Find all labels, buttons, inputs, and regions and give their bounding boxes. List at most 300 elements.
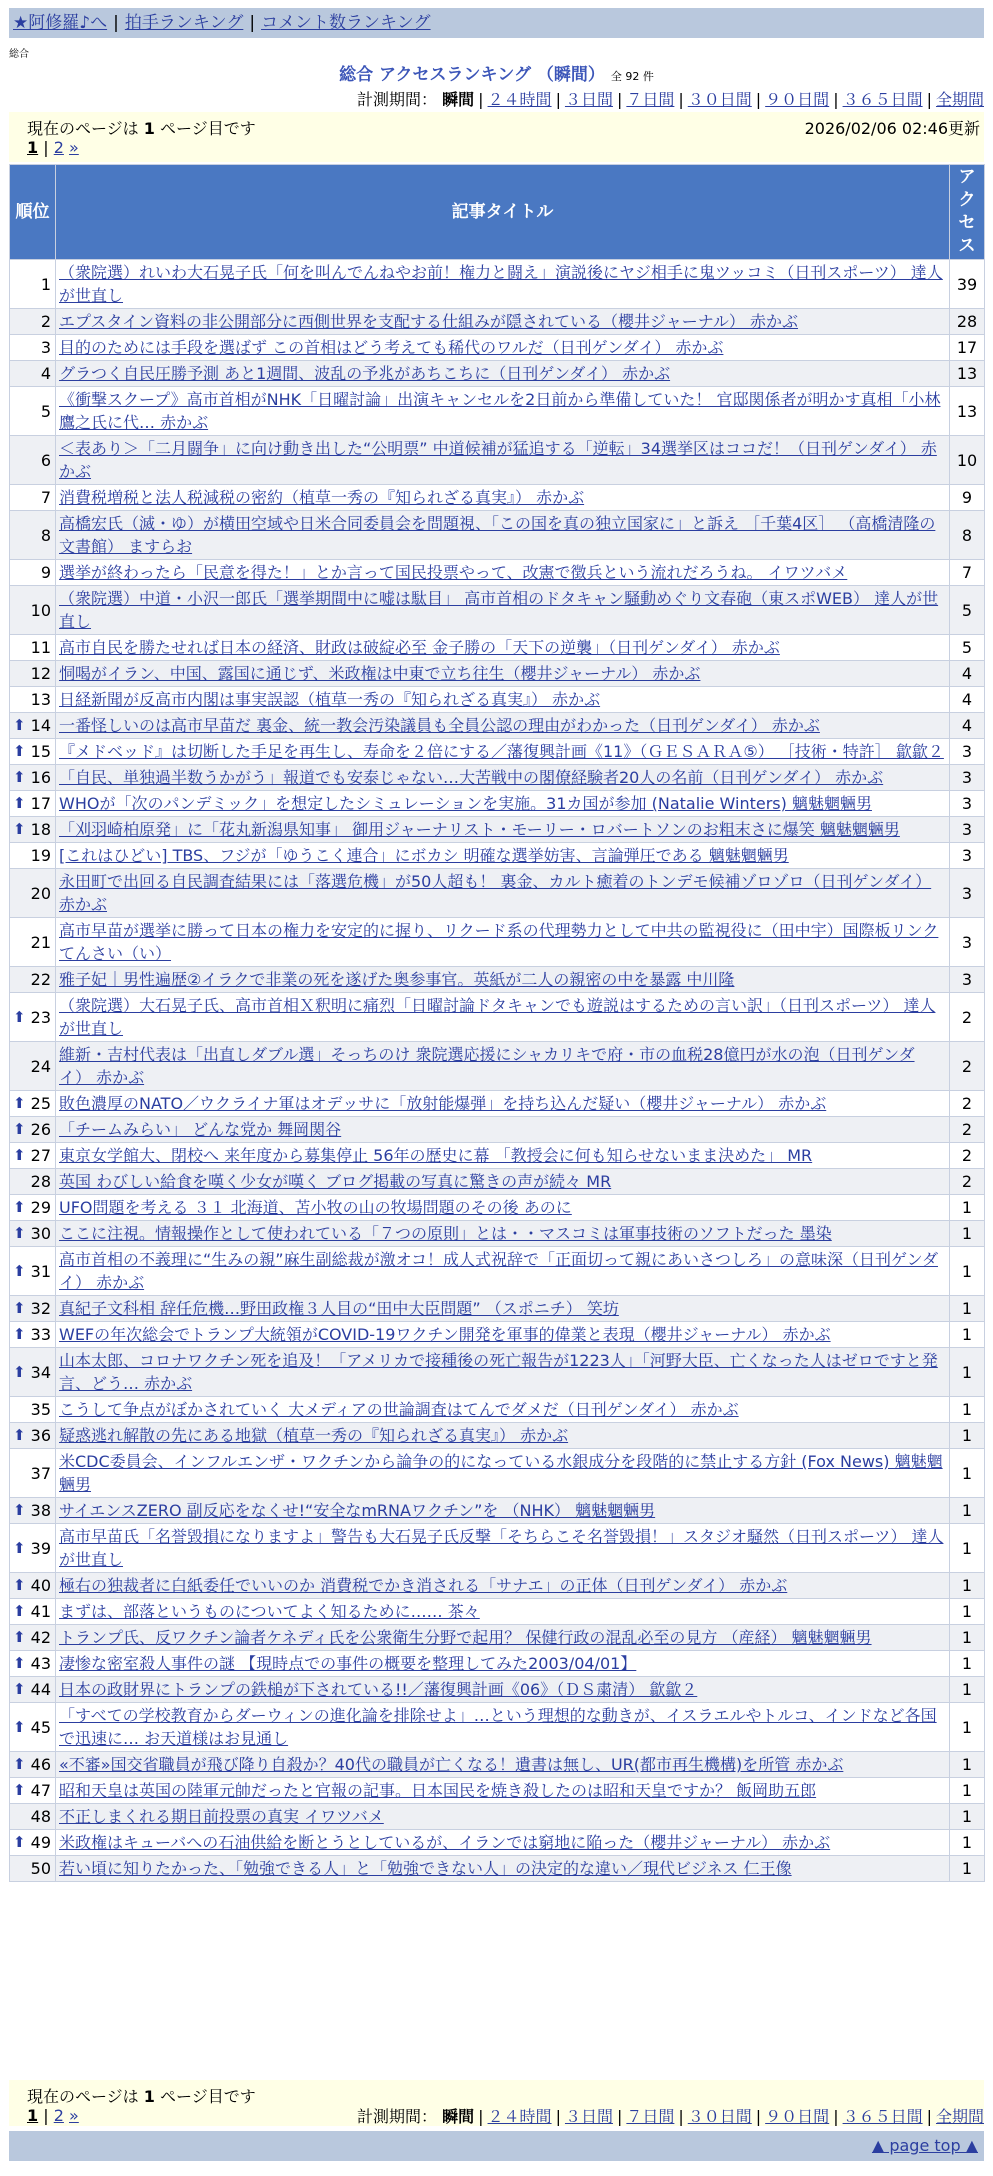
article-link[interactable]: 「自民、単独過半数うかがう」報道でも安泰じゃない…大苦戦中の閣僚経験者20人の名前（日刊ゲンダイ） 赤かぶ [59, 768, 884, 787]
rank-number: 16 [30, 768, 51, 787]
top-nav-bar [9, 8, 984, 38]
rank-number: 31 [30, 1261, 51, 1281]
rank-cell [10, 1856, 56, 1882]
rank-number: 20 [30, 883, 51, 903]
table-row [10, 1651, 985, 1677]
article-link[interactable]: 英国 わびしい給食を嘆く少女が嘆く ブログ掲載の写真に驚きの声が続々 MR [59, 1172, 612, 1191]
current-page-text-bottom: 現在のページは 1 ページ目です [27, 2087, 256, 2106]
period-link-1[interactable]: ３日間 [564, 90, 613, 109]
access-count: 1 [950, 1677, 985, 1703]
rank-cell [10, 993, 56, 1042]
table-row [10, 993, 985, 1042]
title-cell [56, 511, 950, 560]
title-cell [56, 869, 950, 918]
article-link[interactable]: 山本太郎、コロナワクチン死を追及！「アメリカで接種後の死亡報告が1223人」「河野大臣、亡くなった人はゼロですと発言、どう… 赤かぶ [59, 1351, 938, 1393]
rank-up-arrow-icon: ⬆ [13, 1094, 26, 1112]
rank-number: 34 [30, 1362, 51, 1382]
title-cell [56, 1778, 950, 1804]
period-current: 瞬間 [442, 2107, 475, 2126]
period-separator: | [833, 2107, 839, 2126]
table-row [10, 1752, 985, 1778]
access-count: 1 [950, 1703, 985, 1752]
rank-cell [10, 1677, 56, 1703]
rank-cell [10, 1449, 56, 1498]
rank-number: 30 [30, 1224, 51, 1243]
rank-number: 15 [30, 742, 51, 761]
title-cell [56, 661, 950, 687]
access-count: 28 [950, 309, 985, 335]
rank-up-arrow-icon: ⬆ [13, 1299, 26, 1317]
title-cell [56, 1397, 950, 1423]
article-link[interactable]: 恫喝がイラン、中国、露国に通じず、米政権は中東で立ち往生（櫻井ジャーナル） 赤かぶ [59, 664, 701, 683]
table-row [10, 1221, 985, 1247]
rank-cell [10, 843, 56, 869]
rank-number: 18 [30, 820, 51, 839]
article-link[interactable]: サイエンスZERO 副反応をなくせ!“安全なmRNAワクチン”を （NHK） 魑魅魍魎男 [59, 1501, 656, 1520]
period-label: 計測期間： [357, 2107, 443, 2126]
rank-number: 10 [30, 600, 51, 620]
period-link-4[interactable]: ９０日間 [765, 90, 830, 109]
home-link[interactable]: ★阿修羅♪へ [13, 13, 108, 33]
article-link[interactable]: «不審»国交省職員が飛び降り自殺か？40代の職員が亡くなる！遺書は無し、UR(都市再生機構)を所管 赤かぶ [59, 1755, 844, 1774]
table-row [10, 1042, 985, 1091]
rank-number: 48 [30, 1807, 51, 1826]
article-link[interactable]: 米政権はキューバへの石油供給を断とうとしているが、イランでは窮地に陥った（櫻井ジャーナル） 赤かぶ [59, 1833, 831, 1852]
article-link[interactable]: （衆院選）大石晃子氏、高市首相Ｘ釈明に痛烈「日曜討論ドタキャンでも遊説はするための言い訳」（日刊スポーツ） 達人が世直し [59, 996, 936, 1038]
title-cell [56, 1322, 950, 1348]
access-count: 8 [950, 511, 985, 560]
period-separator: | [616, 2107, 623, 2126]
article-link[interactable]: 一番怪しいのは高市早苗だ 裏金、統一教会汚染議員も全員公認の理由がわかった（日刊ゲンダイ） 赤かぶ [59, 716, 820, 735]
article-link[interactable]: グラつく自民圧勝予測 あと1週間、波乱の予兆があちこちに（日刊ゲンダイ） 赤かぶ [59, 364, 671, 383]
rank-number: 14 [30, 716, 51, 735]
access-count: 1 [950, 1778, 985, 1804]
rank-number: 12 [30, 664, 51, 683]
article-link[interactable]: 維新・吉村代表は「出直しダブル選」そっちのけ 衆院選応援にシャカリキで府・市の血税28億円が水の泡（日刊ゲンダイ） 赤かぶ [59, 1045, 915, 1087]
page-1-current: 1 [27, 138, 39, 157]
rank-number: 13 [30, 690, 51, 709]
rank-number: 32 [30, 1299, 51, 1318]
rank-up-arrow-icon: ⬆ [13, 1261, 26, 1280]
rank-number: 49 [30, 1833, 51, 1852]
rank-cell [10, 1322, 56, 1348]
col-rank-header: 順位 [10, 165, 56, 260]
rank-number: 2 [40, 312, 51, 331]
title-cell [56, 791, 950, 817]
article-link[interactable]: 「刈羽崎柏原発」に「花丸新潟県知事」 御用ジャーナリスト・モーリー・ロバートソンのお粗末さに爆笑 魑魅魍魎男 [59, 820, 900, 839]
access-count: 1 [950, 1397, 985, 1423]
rank-number: 37 [30, 1463, 51, 1483]
article-link[interactable]: 選挙が終わったら「民意を得た！」とか言って国民投票やって、改憲で徴兵という流れだろうね。 イワツバメ [59, 563, 848, 582]
table-row [10, 560, 985, 586]
article-link[interactable]: 雅子妃｜男性遍歴②イラクで非業の死を遂げた奥参事官。英紙が二人の親密の中を暴露 中川隆 [59, 970, 735, 989]
rank-up-arrow-icon: ⬆ [13, 794, 26, 812]
article-link[interactable]: 「チームみらい」 どんな党か 舞岡関谷 [59, 1120, 342, 1139]
rank-cell [10, 586, 56, 635]
rank-cell [10, 485, 56, 511]
article-link[interactable]: まずは、部落というものについてよく知るために…… 茶々 [59, 1602, 480, 1621]
rank-cell [10, 1830, 56, 1856]
rank-cell [10, 1599, 56, 1625]
article-link[interactable]: WEFの年次総会でトランプ大統領がCOVID-19ワクチン開発を軍事的偉業と表現（櫻井ジャーナル） 赤かぶ [59, 1325, 831, 1344]
rank-up-arrow-icon: ⬆ [13, 1576, 26, 1594]
title-cell [56, 1498, 950, 1524]
table-row [10, 1625, 985, 1651]
rank-up-arrow-icon: ⬆ [13, 1781, 26, 1799]
rank-up-arrow-icon: ⬆ [13, 1654, 26, 1672]
title-cell [56, 1804, 950, 1830]
article-link[interactable]: トランプ氏、反ワクチン論者ケネディ氏を公衆衛生分野で起用？ 保健行政の混乱必至の見方 （産経） 魑魅魍魎男 [59, 1628, 872, 1647]
rank-up-arrow-icon: ⬆ [13, 1007, 26, 1026]
access-count: 4 [950, 713, 985, 739]
period-link-4[interactable]: ９０日間 [765, 2107, 830, 2126]
rank-cell [10, 387, 56, 436]
table-row [10, 1143, 985, 1169]
period-separator: | [755, 90, 762, 109]
access-count: 10 [950, 436, 985, 485]
rank-up-arrow-icon: ⬆ [13, 1146, 26, 1164]
title-cell [56, 1423, 950, 1449]
rank-cell [10, 361, 56, 387]
rank-number: 17 [30, 794, 51, 813]
period-separator: | [755, 2107, 762, 2126]
rank-cell [10, 635, 56, 661]
title-cell [56, 387, 950, 436]
table-row [10, 1091, 985, 1117]
article-link[interactable]: ここに注視。情報操作として使われている「７つの原則」とは・・マスコミは軍事技術のソフトだった 墨染 [59, 1224, 832, 1243]
rank-number: 35 [30, 1400, 51, 1419]
title-cell [56, 309, 950, 335]
rank-number: 29 [30, 1198, 51, 1217]
article-link[interactable]: [これはひどい] TBS、フジが「ゆうこく連合」にボカシ 明確な選挙妨害、言論弾圧である 魑魅魍魎男 [59, 846, 789, 865]
title-cell [56, 1117, 950, 1143]
rank-up-arrow-icon: ⬆ [13, 716, 26, 734]
next-page-link[interactable]: » [69, 2106, 79, 2125]
table-row [10, 1423, 985, 1449]
access-count: 3 [950, 918, 985, 967]
rank-cell [10, 436, 56, 485]
title-cell [56, 1856, 950, 1882]
table-row [10, 843, 985, 869]
period-link-6[interactable]: 全期間 [935, 90, 984, 109]
article-link[interactable]: WHOが「次のパンデミック」を想定したシミュレーションを実施。31カ国が参加 (Natalie Winters) 魑魅魍魎男 [59, 794, 872, 813]
article-link[interactable]: 高橋宏氏（滅・ゆ）が横田空域や日米合同委員会を問題視、「この国を真の独立国家に」と訴え ［千葉4区］ （高橋清隆の文書館） ますらお [59, 514, 936, 556]
title-cell [56, 635, 950, 661]
article-link[interactable]: 《衝撃スクープ》高市首相がNHK「日曜討論」出演キャンセルを2日前から準備していた！ 官邸関係者が明かす真相「小林鷹之氏に代… 赤かぶ [59, 390, 941, 432]
rank-number: 5 [40, 401, 51, 421]
period-link-3[interactable]: ３０日間 [687, 2107, 752, 2126]
article-link[interactable]: 『メドベッド』は切断した手足を再生し、寿命を２倍にする／藩復興計画《11》（ＧＥＳＡＲＡ⑤） ［技術・特許］ 歙歙２ [59, 742, 944, 761]
rank-cell [10, 1397, 56, 1423]
rank-number: 4 [40, 364, 51, 383]
rank-cell [10, 511, 56, 560]
rank-number: 19 [30, 846, 51, 865]
access-count: 13 [950, 361, 985, 387]
period-selector-bottom [357, 2104, 984, 2127]
title-cell [56, 260, 950, 309]
article-link[interactable]: 疑惑逃れ解散の先にある地獄（植草一秀の『知られざる真実』） 赤かぶ [59, 1426, 569, 1445]
access-count: 3 [950, 869, 985, 918]
access-count: 1 [950, 1856, 985, 1882]
rank-up-arrow-icon: ⬆ [13, 768, 26, 786]
period-separator: | [926, 90, 932, 109]
rank-cell [10, 1498, 56, 1524]
title-cell [56, 560, 950, 586]
access-count: 1 [950, 1573, 985, 1599]
table-row [10, 361, 985, 387]
rank-cell [10, 661, 56, 687]
title-cell [56, 1348, 950, 1397]
title-cell [56, 485, 950, 511]
title-cell [56, 335, 950, 361]
table-row [10, 1498, 985, 1524]
rank-cell [10, 1573, 56, 1599]
period-selector-top [357, 87, 984, 110]
period-link-0[interactable]: ２４時間 [487, 2107, 552, 2126]
table-row [10, 713, 985, 739]
rank-cell [10, 1042, 56, 1091]
access-count: 5 [950, 635, 985, 661]
rank-number: 6 [40, 450, 51, 470]
rank-cell [10, 918, 56, 967]
rank-number: 21 [30, 932, 51, 952]
period-separator: | [678, 90, 684, 109]
rank-cell [10, 1348, 56, 1397]
rank-number: 38 [30, 1501, 51, 1520]
period-separator: | [555, 2107, 561, 2126]
access-count: 3 [950, 843, 985, 869]
rank-number: 25 [30, 1094, 51, 1113]
access-count: 3 [950, 967, 985, 993]
article-link[interactable]: 高市早苗氏「名誉毀損になりますよ」警告も大石晃子氏反撃「そちらこそ名誉毀損！」スタジオ騒然（日刊スポーツ） 達人が世直し [59, 1527, 944, 1569]
rank-up-arrow-icon: ⬆ [13, 1120, 26, 1138]
nav-separator: | [113, 13, 119, 33]
title-cell [56, 739, 950, 765]
rank-cell [10, 1804, 56, 1830]
rank-cell [10, 1524, 56, 1573]
page-2-link[interactable]: 2 [53, 2106, 64, 2125]
article-link[interactable]: 日経新聞が反高市内閣は事実誤認（植草一秀の『知られざる真実』） 赤かぶ [59, 690, 601, 709]
period-current: 瞬間 [442, 90, 475, 109]
article-link[interactable]: 高市早苗が選挙に勝って日本の権力を安定的に握り、リクード系の代理勢力として中共の監視役に（田中宇）国際板リンクてんさい（い） [59, 921, 939, 963]
period-link-3[interactable]: ３０日間 [687, 90, 752, 109]
rank-number: 45 [30, 1717, 51, 1737]
title-cell [56, 1042, 950, 1091]
rank-number: 41 [30, 1602, 51, 1621]
title-cell [56, 817, 950, 843]
access-count: 1 [950, 1449, 985, 1498]
article-link[interactable]: 高市首相の不義理に“生みの親”麻生副総裁が激オコ！成人式祝辞で「正面切って親にあいさつしろ」の意味深（日刊ゲンダイ） 赤かぶ [59, 1250, 938, 1292]
article-link[interactable]: （衆院選）中道・小沢一郎氏「選挙期間中に嘘は駄目」 高市首相のドタキャン騒動めぐり文春砲（東スポWEB） 達人が世直し [59, 589, 939, 631]
rank-up-arrow-icon: ⬆ [13, 1538, 26, 1557]
period-separator: | [833, 90, 839, 109]
title-cell [56, 1143, 950, 1169]
access-count: 3 [950, 791, 985, 817]
access-count: 1 [950, 1322, 985, 1348]
table-row [10, 1830, 985, 1856]
article-link[interactable]: 「すべての学校教育からダーウィンの進化論を排除せよ」…という理想的な動きが、イスラエルやトルコ、インドなど各国で迅速に… お天道様はお見通し [59, 1706, 937, 1748]
title-cell [56, 1651, 950, 1677]
access-count: 1 [950, 1423, 985, 1449]
title-cell [56, 586, 950, 635]
access-count: 1 [950, 1625, 985, 1651]
rank-cell [10, 1247, 56, 1296]
updated-timestamp: 2026/02/06 02:46更新 [804, 119, 980, 138]
title-cell [56, 1573, 950, 1599]
title-cell [56, 1195, 950, 1221]
rank-up-arrow-icon: ⬆ [13, 742, 26, 760]
rank-number: 11 [30, 638, 51, 657]
access-count: 1 [950, 1498, 985, 1524]
title-cell [56, 1703, 950, 1752]
access-count: 13 [950, 387, 985, 436]
article-link[interactable]: 凄惨な密室殺人事件の謎 【現時点での事件の概要を整理してみた2003/04/01】 [59, 1654, 637, 1673]
table-row [10, 1397, 985, 1423]
table-row [10, 511, 985, 560]
article-link[interactable]: こうして争点がぼかされていく 大メディアの世論調査はてんでダメだ（日刊ゲンダイ） 赤かぶ [59, 1400, 739, 1419]
comment-ranking-link[interactable]: コメント数ランキング [261, 13, 431, 33]
period-separator: | [926, 2107, 932, 2126]
access-count: 2 [950, 1143, 985, 1169]
title-cell [56, 1524, 950, 1573]
title-cell [56, 361, 950, 387]
table-row [10, 1449, 985, 1498]
article-link[interactable]: 日本の政財界にトランプの鉄槌が下されている!!／藩復興計画《06》（ＤＳ粛清） 歙歙２ [59, 1680, 698, 1699]
access-count: 2 [950, 1042, 985, 1091]
access-count: 1 [950, 1599, 985, 1625]
table-row [10, 1804, 985, 1830]
article-link[interactable]: 米CDC委員会、インフルエンザ・ワクチンから論争の的になっている水銀成分を段階的に禁止する方針 (Fox News) 魑魅魍魎男 [59, 1452, 943, 1494]
rank-up-arrow-icon: ⬆ [13, 1224, 26, 1242]
rank-number: 36 [30, 1426, 51, 1445]
period-label: 計測期間： [357, 90, 443, 109]
rank-up-arrow-icon: ⬆ [13, 1680, 26, 1698]
article-link[interactable]: UFO問題を考える ３１ 北海道、苫小牧の山の牧場問題のその後 あのに [59, 1198, 572, 1217]
access-count: 9 [950, 485, 985, 511]
period-link-0[interactable]: ２４時間 [487, 90, 552, 109]
access-count: 1 [950, 1752, 985, 1778]
title-cell [56, 1091, 950, 1117]
article-link[interactable]: 東京女学館大、閉校へ 来年度から募集停止 56年の歴史に幕 「教授会に何も知らせないまま決めた」 MR [59, 1146, 813, 1165]
access-count: 1 [950, 1348, 985, 1397]
access-count: 2 [950, 1169, 985, 1195]
table-row [10, 586, 985, 635]
pager-top [9, 112, 984, 162]
article-link[interactable]: 若い頃に知りたかった、「勉強できる人」と「勉強できない人」の決定的な違い／現代ビジネス 仁王像 [59, 1859, 792, 1878]
period-separator: | [478, 2107, 484, 2126]
rank-number: 40 [30, 1576, 51, 1595]
access-count: 1 [950, 1524, 985, 1573]
access-count: 3 [950, 739, 985, 765]
article-link[interactable]: 永田町で出回る自民調査結果には「落選危機」が50人超も！ 裏金、カルト癒着のトンデモ候補ゾロゾロ（日刊ゲンダイ） 赤かぶ [59, 872, 932, 914]
rank-cell [10, 1221, 56, 1247]
table-row [10, 791, 985, 817]
article-link[interactable]: 極右の独裁者に白紙委任でいいのか 消費税でかき消される「サナエ」の正体（日刊ゲンダイ） 赤かぶ [59, 1576, 788, 1595]
title-cell [56, 1247, 950, 1296]
access-count: 1 [950, 1830, 985, 1856]
rank-cell [10, 713, 56, 739]
period-separator: | [555, 90, 561, 109]
table-row [10, 1296, 985, 1322]
rank-up-arrow-icon: ⬆ [13, 1755, 26, 1773]
table-row [10, 918, 985, 967]
rank-up-arrow-icon: ⬆ [13, 1628, 26, 1646]
period-link-6[interactable]: 全期間 [935, 2107, 984, 2126]
rank-up-arrow-icon: ⬆ [13, 1501, 26, 1519]
title-cell [56, 1599, 950, 1625]
rank-number: 7 [40, 488, 51, 507]
rank-number: 43 [30, 1654, 51, 1673]
access-count: 1 [950, 1804, 985, 1830]
title-cell [56, 436, 950, 485]
article-link[interactable]: 真紀子文科相 辞任危機…野田政権３人目の“田中大臣問題” （スポニチ） 笑坊 [59, 1299, 619, 1318]
ranking-table [9, 164, 985, 1882]
rank-cell [10, 1117, 56, 1143]
period-link-5[interactable]: ３６５日間 [842, 2107, 923, 2126]
article-link[interactable]: ＜表あり＞「二月闘争」に向け動き出した“公明票” 中道候補が猛追する「逆転」34選挙区はココだ！（日刊ゲンダイ） 赤かぶ [59, 439, 937, 481]
title-cell [56, 713, 950, 739]
access-count: 1 [950, 1195, 985, 1221]
article-link[interactable]: 敗色濃厚のNATO／ウクライナ軍はオデッサに「放射能爆弾」を持ち込んだ疑い（櫻井ジャーナル） 赤かぶ [59, 1094, 827, 1113]
table-row [10, 967, 985, 993]
rank-up-arrow-icon: ⬆ [13, 1362, 26, 1381]
page-title-text: 総合 アクセスランキング （瞬間） [339, 65, 605, 85]
next-page-link[interactable]: » [69, 138, 79, 157]
page-top-link[interactable]: ▲ page top ▲ [871, 2136, 978, 2155]
period-link-1[interactable]: ３日間 [564, 2107, 613, 2126]
article-link[interactable]: 消費税増税と法人税減税の密約（植草一秀の『知られざる真実』） 赤かぶ [59, 488, 585, 507]
table-row [10, 260, 985, 309]
page-2-link[interactable]: 2 [53, 138, 64, 157]
period-link-2[interactable]: ７日間 [626, 2107, 675, 2126]
title-cell [56, 687, 950, 713]
rank-cell [10, 1651, 56, 1677]
clap-ranking-link[interactable]: 拍手ランキング [124, 13, 244, 33]
article-link[interactable]: 昭和天皇は英国の陸軍元帥だったと官報の記事。日本国民を焼き殺したのは昭和天皇ですか？ 飯岡助五郎 [59, 1781, 817, 1800]
access-count: 1 [950, 1296, 985, 1322]
access-count: 1 [950, 1247, 985, 1296]
access-count: 17 [950, 335, 985, 361]
period-link-5[interactable]: ３６５日間 [842, 90, 923, 109]
access-count: 4 [950, 661, 985, 687]
table-row [10, 387, 985, 436]
breadcrumb: 総合 [9, 49, 29, 60]
access-count: 1 [950, 1221, 985, 1247]
access-count: 2 [950, 1117, 985, 1143]
rank-cell [10, 765, 56, 791]
rank-cell [10, 1143, 56, 1169]
article-link[interactable]: 目的のためには手段を選ばず この首相はどう考えても稀代のワルだ（日刊ゲンダイ） 赤かぶ [59, 338, 724, 357]
title-cell [56, 993, 950, 1042]
rank-up-arrow-icon: ⬆ [13, 1717, 26, 1736]
rank-number: 50 [30, 1859, 51, 1878]
period-separator: | [678, 2107, 684, 2126]
table-row [10, 309, 985, 335]
article-link[interactable]: 不正しまくれる期日前投票の真実 イワツバメ [59, 1807, 384, 1826]
title-cell [56, 765, 950, 791]
rank-up-arrow-icon: ⬆ [13, 1833, 26, 1851]
rank-number: 8 [40, 525, 51, 545]
article-link[interactable]: エプスタイン資料の非公開部分に西側世界を支配する仕組みが隠されている（櫻井ジャーナル） 赤かぶ [59, 312, 799, 331]
access-count: 39 [950, 260, 985, 309]
period-link-2[interactable]: ７日間 [626, 90, 675, 109]
table-row [10, 1599, 985, 1625]
article-link[interactable]: 高市自民を勝たせれば日本の経済、財政は破綻必至 金子勝の「天下の逆襲」（日刊ゲンダイ） 赤かぶ [59, 638, 780, 657]
title-cell [56, 1677, 950, 1703]
article-link[interactable]: （衆院選）れいわ大石晃子氏「何を叫んでんねやお前！権力と闘え」演説後にヤジ相手に鬼ツッコミ（日刊スポーツ） 達人が世直し [59, 263, 943, 305]
table-row [10, 817, 985, 843]
table-row [10, 335, 985, 361]
